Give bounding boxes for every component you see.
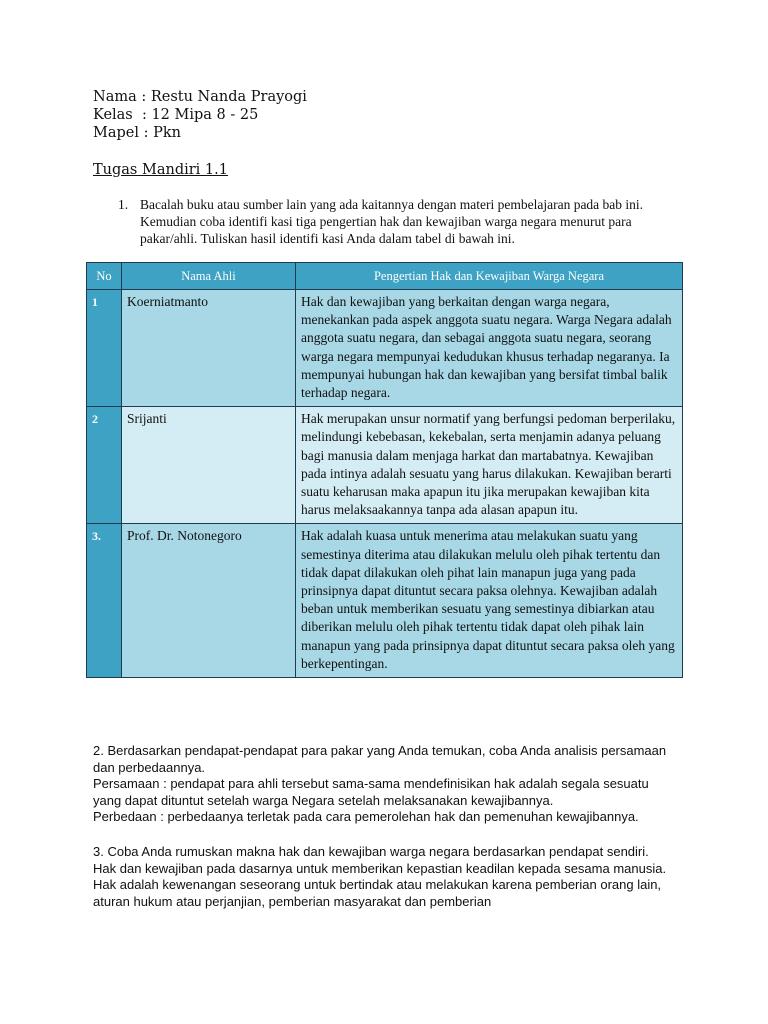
table-row [87, 524, 683, 678]
table-header-row [87, 263, 683, 290]
experts-table [86, 262, 683, 678]
student-name-line: Nama : Restu Nanda Prayogi [93, 89, 307, 105]
question-2 [93, 743, 673, 826]
definition-text: Hak merupakan unsur normatif yang berfungsi pedoman berperilaku, melindungi kebebasan, kekebalan, serta menjamin adanya peluang bagi manusia dalam menjaga harkat dan martabatnya. Kewajiban pada intinya adalah sesuatu yang harus dilakukan. Kewajiban berarti suatu keharusan maka apapun itu jika merupakan kewajiban kita harus melaksaakannya tanpa ada alasan apapun itu. [296, 407, 683, 524]
expert-name: Srijanti [122, 407, 296, 524]
row-number: 3. [87, 524, 122, 678]
task-title: Tugas Mandiri 1.1 [93, 162, 228, 178]
row-number: 2 [87, 407, 122, 524]
header-expert-name: Nama Ahli [122, 263, 296, 290]
subject-line: Mapel : Pkn [93, 125, 181, 141]
expert-name: Prof. Dr. Notonegoro [122, 524, 296, 678]
table-row [87, 290, 683, 407]
question-3-answer: Hak dan kewajiban pada dasarnya untuk memberikan kepastian keadilan kepada sesama manusia. Hak adalah kewenangan seseorang untuk bertindak atau melakukan karena pemberian orang lain, aturan hukum atau perjanjian, pemberian masyarakat dan pemberian [93, 860, 667, 909]
header-no: No [87, 263, 122, 290]
student-info [93, 88, 307, 142]
student-class-line: Kelas : 12 Mipa 8 - 25 [93, 107, 259, 123]
definition-text: Hak adalah kuasa untuk menerima atau melakukan suatu yang semestinya diterima atau dilakukan melulu oleh pihak tertentu dan tidak dapat dilakukan oleh pihat lain manapun juga yang pada prinsipnya dapat dituntut secara paksa olehnya. Kewajiban adalah beban untuk memberikan sesuatu yang semestinya dibiarkan atau diberikan melulu oleh pihak tertentu tidak dapat oleh pihak lain manapun yang pada prinsipnya dapat dituntut secara paksa oleh yang berkepentingan. [296, 524, 683, 678]
row-number: 1 [87, 290, 122, 407]
question-1-number: 1. [118, 197, 129, 212]
question-3 [93, 844, 673, 910]
question-2-similarity: Persamaan : pendapat para ahli tersebut sama-sama mendefinisikan hak adalah segala sesuatu yang dapat dituntut setelah warga Negara setelah melaksanakan kewajibannya. [93, 776, 649, 808]
question-2-difference: Perbedaan : perbedaanya terletak pada cara pemerolehan hak dan pemenuhan kewajibannya. [93, 809, 639, 824]
table-row [87, 407, 683, 524]
expert-name: Koerniatmanto [122, 290, 296, 407]
definition-text: Hak dan kewajiban yang berkaitan dengan warga negara, menekankan pada aspek anggota suatu negara. Warga Negara adalah anggota suatu negara, dan sebagai anggota suatu negara, seorang warga negara mempunyai kedudukan khusus terhadap negaranya. Ia mempunyai hubungan hak dan kewajiban yang bersifat timbal balik terhadap negara. [296, 290, 683, 407]
question-1 [118, 196, 678, 247]
question-1-text: Bacalah buku atau sumber lain yang ada kaitannya dengan materi pembelajaran pada bab ini. Kemudian coba identifi kasi tiga pengertian hak dan kewajiban warga negara menurut para pakar/ahli. Tuliskan hasil identifi kasi Anda dalam tabel di bawah ini. [140, 197, 644, 246]
question-2-prompt: 2. Berdasarkan pendapat-pendapat para pakar yang Anda temukan, coba Anda analisis persamaan dan perbedaannya. [93, 743, 667, 775]
question-3-prompt: 3. Coba Anda rumuskan makna hak dan kewajiban warga negara berdasarkan pendapat sendiri. [93, 844, 649, 859]
header-definition: Pengertian Hak dan Kewajiban Warga Negara [296, 263, 683, 290]
